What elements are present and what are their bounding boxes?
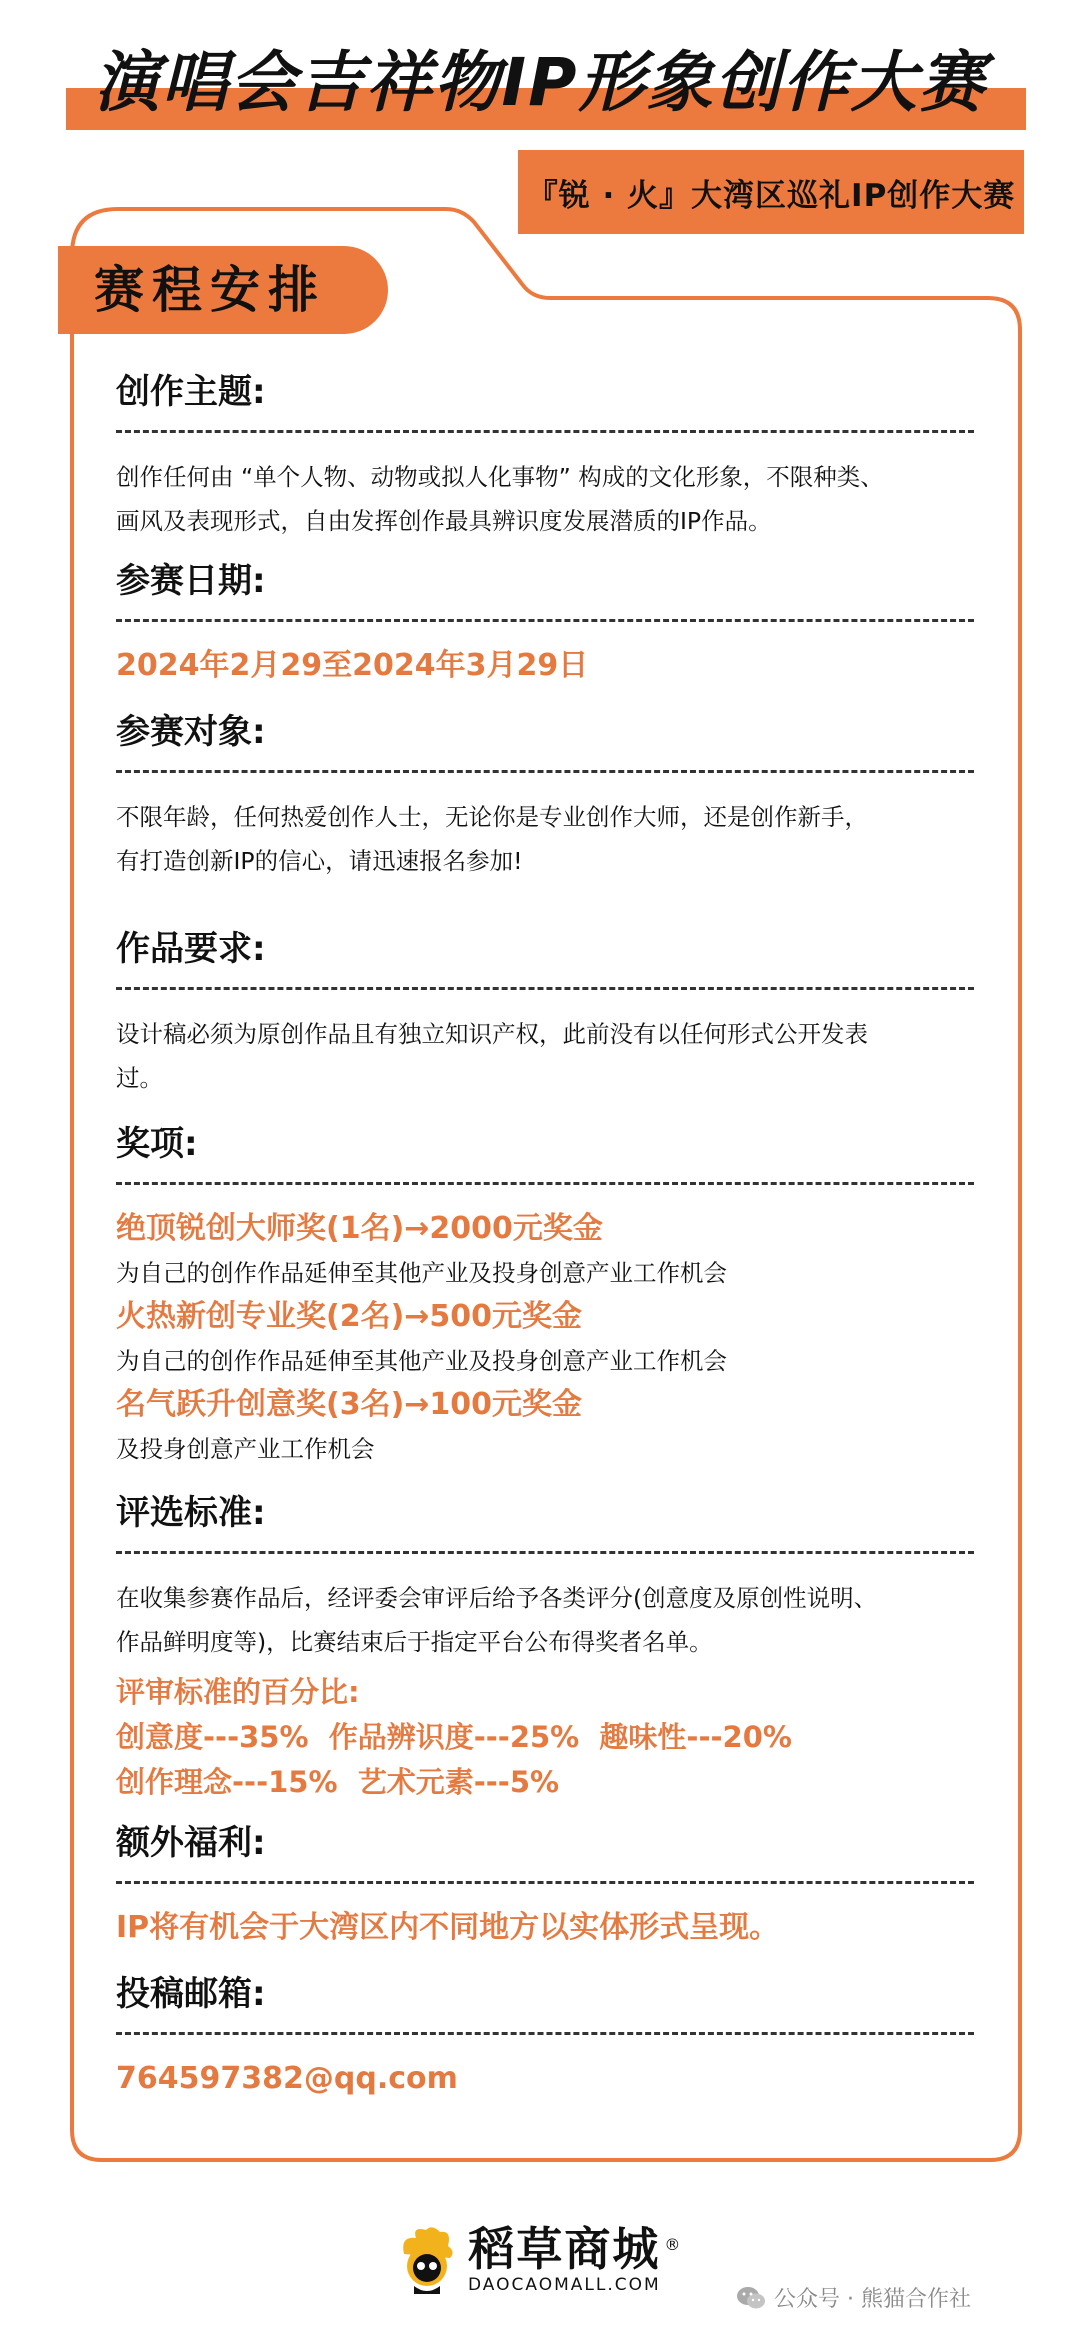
section-requirements bbox=[116, 925, 976, 1100]
dashed-divider bbox=[116, 430, 974, 433]
section-awards bbox=[116, 1120, 976, 1471]
section-title: 评选标准: bbox=[116, 1493, 266, 1533]
scarecrow-mascot-icon bbox=[396, 2224, 458, 2296]
watermark-text: 公众号 · 熊猫合作社 bbox=[774, 2287, 971, 2312]
body-line: 在收集参赛作品后，经评委会审评后给予各类评分(创意度及原创性说明、 bbox=[116, 1584, 878, 1612]
body-line: 有打造创新IP的信心，请迅速报名参加! bbox=[116, 847, 523, 875]
schedule-tab-label: 赛程安排 bbox=[94, 261, 326, 319]
dashed-divider bbox=[116, 1881, 974, 1884]
body-line: 创作任何由 “单个人物、动物或拟人化事物” 构成的文化形象，不限种类、 bbox=[116, 463, 884, 491]
section-title: 参赛对象: bbox=[116, 712, 266, 752]
section-title: 创作主题: bbox=[116, 372, 266, 412]
wechat-icon bbox=[736, 2285, 766, 2311]
section-title: 额外福利: bbox=[116, 1823, 266, 1863]
submission-email: 764597382@qq.com bbox=[116, 2061, 458, 2096]
logo-chinese-name: 稻草商城 bbox=[468, 2222, 661, 2276]
criteria-pct-title: 评审标准的百分比: bbox=[116, 1675, 360, 1709]
body-line: 画风及表现形式，自由发挥创作最具辨识度发展潜质的IP作品。 bbox=[116, 507, 772, 535]
dashed-divider bbox=[116, 987, 974, 990]
page-title: 演唱会吉祥物IP形象创作大赛 bbox=[93, 44, 987, 121]
logo-wordmark bbox=[468, 2222, 683, 2296]
registered-mark: ® bbox=[664, 2235, 683, 2254]
body-line: 不限年龄，任何热爱创作人士，无论你是专业创作大师，还是创作新手， bbox=[116, 803, 868, 831]
benefit-text: IP将有机会于大湾区内不同地方以实体形式呈现。 bbox=[116, 1910, 780, 1945]
section-title: 作品要求: bbox=[116, 929, 266, 969]
section-date bbox=[116, 557, 976, 688]
award-desc: 为自己的创作作品延伸至其他产业及投身创意产业工作机会 bbox=[116, 1347, 727, 1375]
section-benefits bbox=[116, 1819, 976, 1950]
section-title: 奖项: bbox=[116, 1124, 198, 1164]
dashed-divider bbox=[116, 1182, 974, 1185]
award-name: 火热新创专业奖(2名)→500元奖金 bbox=[116, 1299, 583, 1334]
body-line: 设计稿必须为原创作品且有独立知识产权，此前没有以任何形式公开发表 bbox=[116, 1020, 868, 1048]
section-theme bbox=[116, 368, 976, 543]
criteria-pct-line: 创意度---35% 作品辨识度---25% 趣味性---20% bbox=[116, 1720, 792, 1754]
section-email bbox=[116, 1970, 976, 2101]
dashed-divider bbox=[116, 1551, 974, 1554]
section-title: 参赛日期: bbox=[116, 561, 266, 601]
subtitle-banner: 『锐 · 火』大湾区巡礼IP创作大赛 bbox=[518, 150, 1024, 234]
section-eligibility bbox=[116, 708, 976, 883]
body-line: 过。 bbox=[116, 1064, 163, 1092]
dashed-divider bbox=[116, 2032, 974, 2035]
schedule-content bbox=[116, 368, 976, 2101]
award-desc: 及投身创意产业工作机会 bbox=[116, 1435, 375, 1463]
logo-domain: DAOCAOMALL.COM bbox=[468, 2275, 661, 2295]
dashed-divider bbox=[116, 619, 974, 622]
award-name: 绝顶锐创大师奖(1名)→2000元奖金 bbox=[116, 1211, 603, 1246]
section-title: 投稿邮箱: bbox=[116, 1974, 266, 2014]
award-name: 名气跃升创意奖(3名)→100元奖金 bbox=[116, 1387, 583, 1422]
criteria-pct-line: 创作理念---15% 艺术元素---5% bbox=[116, 1765, 560, 1799]
dashed-divider bbox=[116, 770, 974, 773]
contest-dates: 2024年2月29至2024年3月29日 bbox=[116, 648, 589, 683]
section-criteria bbox=[116, 1489, 976, 1805]
body-line: 作品鲜明度等)，比赛结束后于指定平台公布得奖者名单。 bbox=[116, 1628, 713, 1656]
wechat-watermark bbox=[736, 2282, 971, 2313]
footer-logo bbox=[396, 2220, 683, 2300]
award-desc: 为自己的创作作品延伸至其他产业及投身创意产业工作机会 bbox=[116, 1259, 727, 1287]
